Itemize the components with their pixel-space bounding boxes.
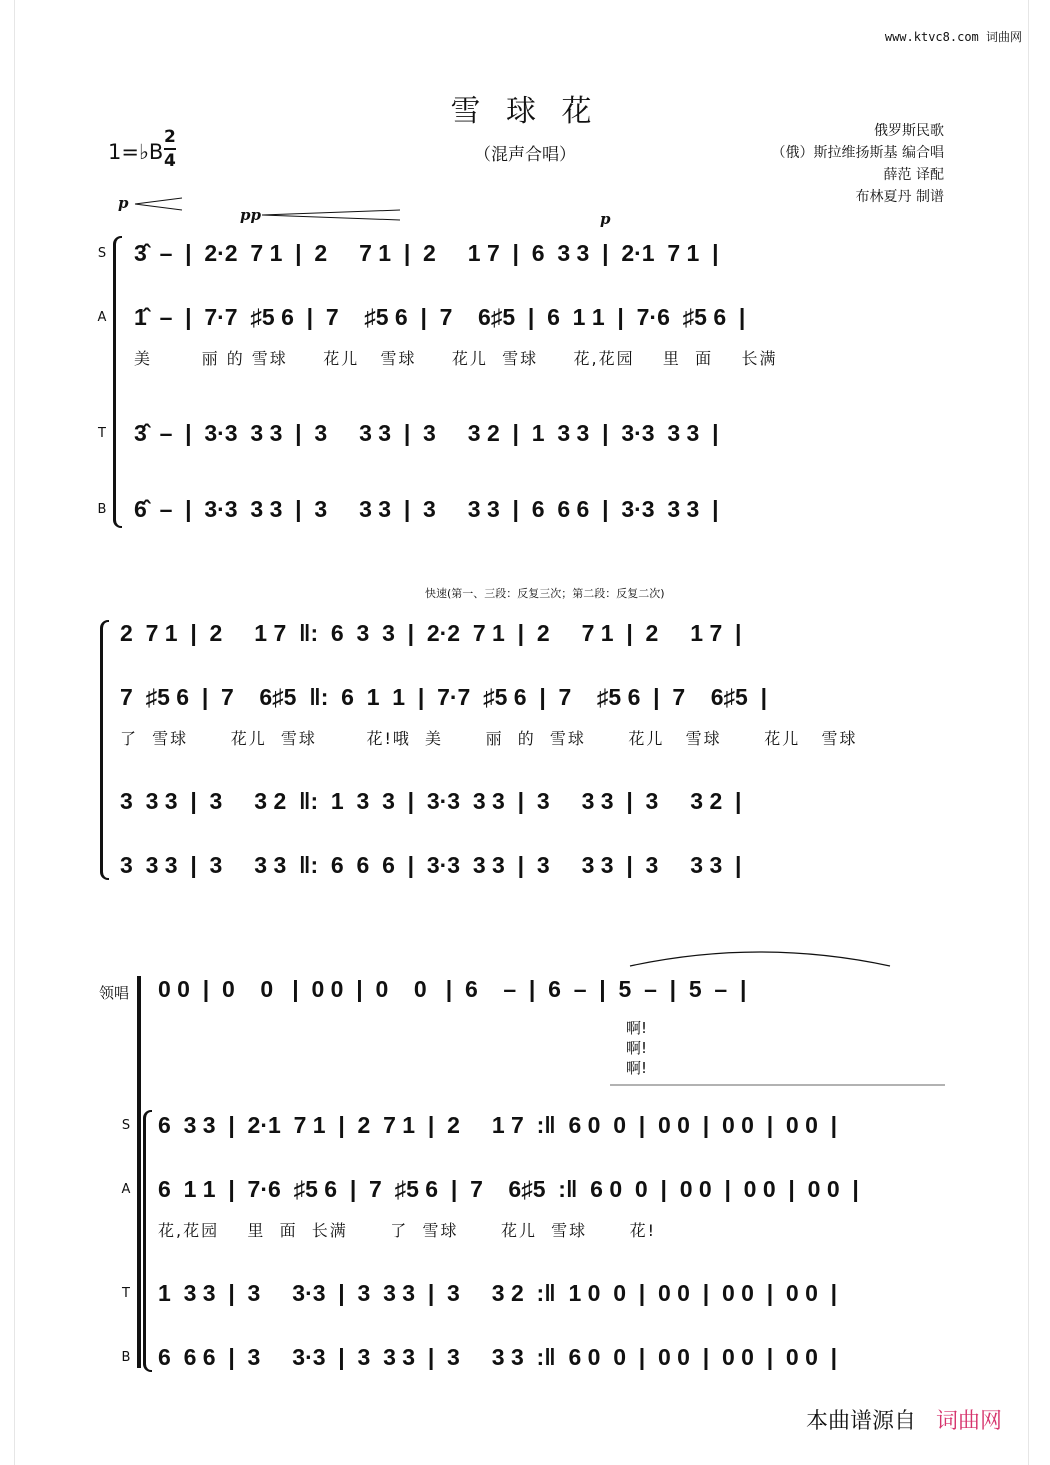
dynamic-p: p <box>118 194 129 212</box>
sys3-tenor: 1 3 3 | 3 3·3 | 3 3 3 | 3 3 2 :‖ 1 0 0 | 0 0 | 0 0 | 0 0 | <box>158 1280 838 1306</box>
time-sig-bottom: 4 <box>164 148 176 172</box>
lead-slur <box>630 952 890 966</box>
system3-bracket <box>137 976 141 1368</box>
sys1-lyrics: 美 丽 的 雪球 花儿 雪球 花儿 雪球 花,花园 里 面 长满 <box>134 349 778 368</box>
footer-brand-link[interactable]: 词曲网 <box>935 1409 1002 1434</box>
sys3-soprano: 6 3 3 | 2·1 7 1 | 2 7 1 | 2 1 7 :‖ 6 0 0 | 0 0 | 0 0 | 0 0 | <box>158 1112 838 1138</box>
sys1-tenor: 3̂ – | 3·3 3 3 | 3 3 3 | 3 3 2 | 1 3 3 | 3·3 3 3 | <box>134 420 719 446</box>
sys3-bass: 6 6 6 | 3 3·3 | 3 3 3 | 3 3 3 :‖ 6 0 0 | 0 0 | 0 0 | 0 0 | <box>158 1344 838 1370</box>
sys1-alto: 1̂ – | 7·7 ♯5 6 | 7 ♯5 6 | 7 6♯5 | 6 1 1 | 7·6 ♯5 6 | <box>134 304 746 330</box>
footer-text: 本曲谱源自 <box>805 1409 916 1434</box>
song-title: 雪 球 花 <box>450 94 600 129</box>
sys1-bass: 6̂ – | 3·3 3 3 | 3 3 3 | 3 3 3 | 6 6 6 | 3·3 3 3 | <box>134 496 719 522</box>
credit-origin: 俄罗斯民歌 <box>874 123 944 139</box>
system3-brace <box>143 1110 152 1372</box>
dynamic-p-2: p <box>600 210 611 228</box>
sys2-lyrics: 了 雪球 花儿 雪球 花!哦 美 丽 的 雪球 花儿 雪球 花儿 雪球 <box>120 729 858 748</box>
sys3-alto: 6 1 1 | 7·6 ♯5 6 | 7 ♯5 6 | 7 6♯5 :‖ 6 0 0 | 0 0 | 0 0 | 0 0 | <box>158 1176 859 1202</box>
footer-source <box>806 1404 1002 1435</box>
label-soprano-3: S <box>121 1118 131 1133</box>
label-soprano: S <box>97 246 107 261</box>
lead-lyric-3: 啊! <box>626 1059 648 1077</box>
sys3-lyrics: 花,花园 里 面 长满 了 雪球 花儿 雪球 花! <box>158 1221 657 1240</box>
watermark-url[interactable]: www.ktvc8.com 词曲网 <box>884 30 1022 44</box>
crescendo-hairpin <box>135 198 182 210</box>
label-bass-3: B <box>121 1350 131 1365</box>
label-alto-3: A <box>121 1182 131 1197</box>
credit-arranger: （俄）斯拉维扬斯基 编合唱 <box>771 145 944 161</box>
label-tenor-3: T <box>122 1286 130 1301</box>
key-signature: 1=♭B <box>108 140 164 164</box>
tempo-marking: 快速(第一、三段：反复三次；第二段：反复二次) <box>425 587 665 600</box>
sys2-bass: 3 3 3 | 3 3 3 ‖: 6 6 6 | 3·3 3 3 | 3 3 3 | 3 3 3 | <box>120 852 742 878</box>
credit-translator: 薛范 译配 <box>883 167 944 183</box>
label-tenor: T <box>98 426 106 441</box>
label-bass: B <box>97 502 107 517</box>
lead-lyric-2: 啊! <box>626 1039 648 1057</box>
system1-brace <box>113 236 122 528</box>
system2-brace <box>100 620 109 880</box>
sys2-alto: 7 ♯5 6 | 7 6♯5 ‖: 6 1 1 | 7·7 ♯5 6 | 7 ♯5 6 | 7 6♯5 | <box>120 684 768 710</box>
label-alto: A <box>97 310 107 325</box>
lead-lyrics <box>626 1018 647 1078</box>
sys1-soprano: 3̂ – | 2·2 7 1 | 2 7 1 | 2 1 7 | 6 3 3 | 2·1 7 1 | <box>134 240 719 266</box>
lead-lyric-1: 啊! <box>626 1019 648 1037</box>
dynamic-pp: pp <box>240 206 261 224</box>
sys3-lead: 0 0 | 0 0 | 0 0 | 0 0 | 6 – | 6 – | 5 – | 5 – | <box>158 976 747 1002</box>
crescendo-hairpin-2 <box>262 210 400 220</box>
time-sig-top: 2 <box>164 127 176 147</box>
label-lead: 领唱 <box>98 984 129 1002</box>
subtitle: （混声合唱） <box>474 145 576 165</box>
sys2-soprano: 2 7 1 | 2 1 7 ‖: 6 3 3 | 2·2 7 1 | 2 7 1 | 2 1 7 | <box>120 620 742 646</box>
sys2-tenor: 3 3 3 | 3 3 2 ‖: 1 3 3 | 3·3 3 3 | 3 3 3 | 3 3 2 | <box>120 788 742 814</box>
credit-notation: 布林夏丹 制谱 <box>855 189 944 205</box>
